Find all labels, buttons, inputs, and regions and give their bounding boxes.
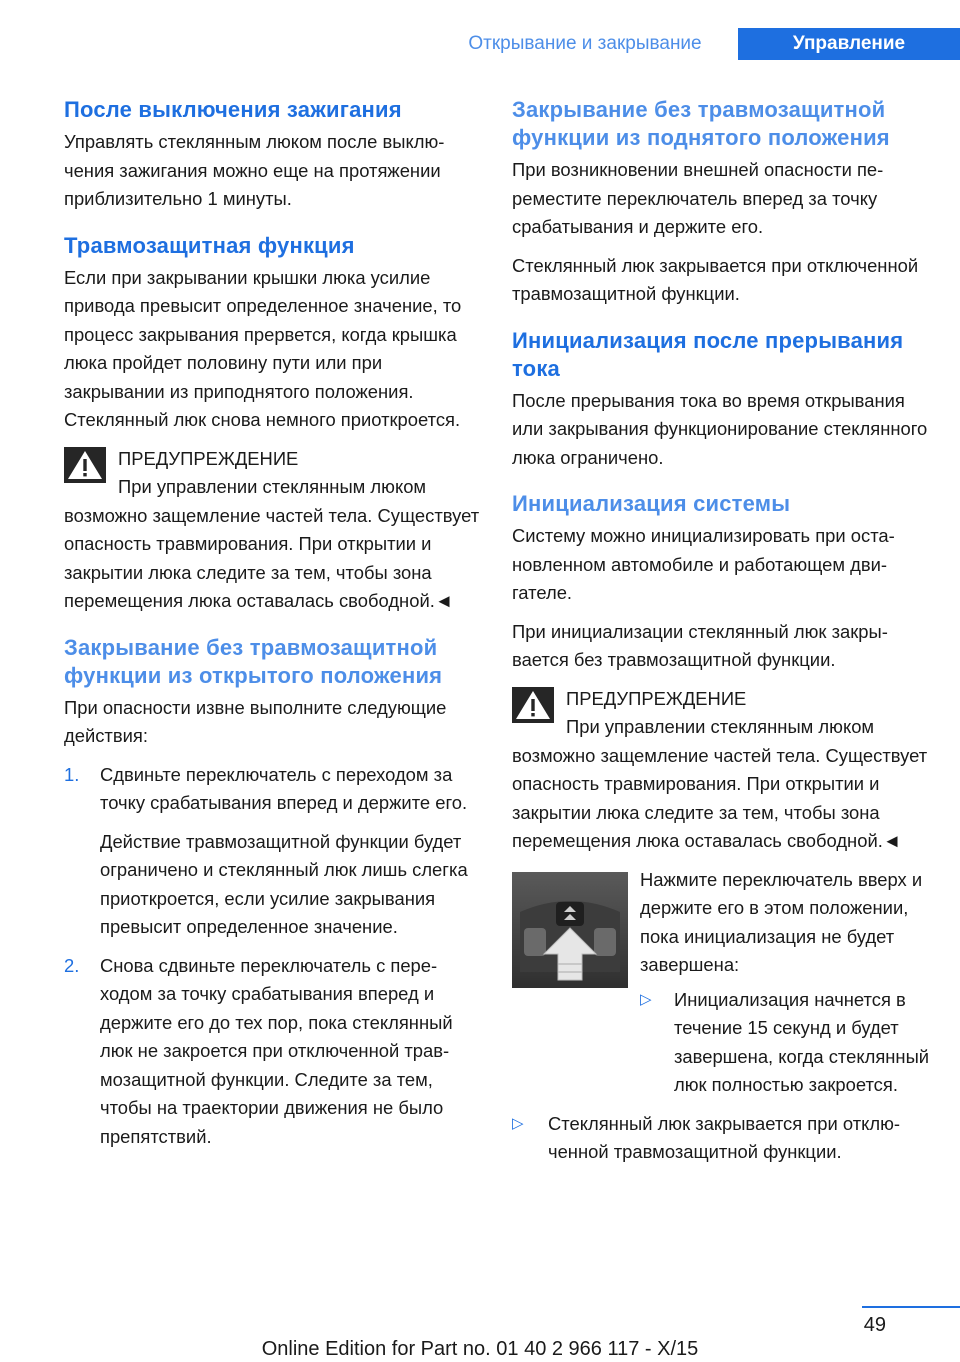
header-chapter-tab: Управление	[738, 28, 960, 60]
numbered-list	[64, 761, 482, 1152]
paragraph: После прерывания тока во время открывания или закрывания функционирование стеклянного люка ограничено.	[512, 389, 928, 468]
list-item	[64, 761, 482, 942]
section-close-from-raised	[512, 96, 932, 309]
photo-caption: Нажмите переключатель вверх и держите его в этом положении, пока инициализация не будет завершена:	[640, 868, 923, 975]
list-item-text: Действие травмозащитной функции будет ограничено и стеклянный люк лишь слегка приоткроется, если усилие закрывания превысит определенное значение.	[100, 830, 468, 937]
left-column	[64, 96, 482, 1169]
warning-block	[64, 445, 482, 616]
list-item	[512, 1110, 932, 1167]
photo-with-caption	[512, 866, 932, 986]
paragraph: При возникновении внешней опасности переместите переключатель вперед за точку срабатывания и держите его.	[512, 159, 884, 237]
footer-rule	[862, 1306, 960, 1308]
paragraph: При инициализации стеклянный люк закрывается без травмозащитной функции.	[512, 620, 888, 670]
list-number: 2.	[64, 954, 80, 976]
section-init-after-power-loss	[512, 327, 932, 473]
paragraph: При опасности извне выполните следующие действия:	[64, 696, 447, 746]
list-item-text: Стеклянный люк закрывается при отключенной травмозащитной функции.	[548, 1112, 901, 1162]
section-title: Инициализация после прерывания тока	[512, 327, 904, 381]
triangle-bullet-icon: ▷	[640, 990, 652, 1008]
warning-triangle-icon	[512, 687, 554, 723]
list-item-text: Инициализация начнется в течение 15 секунд и будет завершена, когда стеклянный люк полностью закроется.	[674, 988, 930, 1095]
roof-switch-photo	[512, 872, 628, 988]
page-number: 49	[863, 1314, 886, 1336]
paragraph: Управлять стеклянным люком после выключения зажигания можно еще на протяжении приблизительно 1 минуты.	[64, 131, 445, 209]
list-item-text: Снова сдвиньте переключатель с переходом за точку срабатывания вперед и держите его до тех пор, пока стеклянный люк не закроется при отключенной травмозащитной функции. Следите за тем, чтобы на траектории движения не было препятствий.	[100, 954, 453, 1147]
bullet-list	[512, 986, 932, 1167]
warning-body: При управлении стеклянным люком возможно защемление частей тела. Существует опасность травмирования. При открытии и закрытии люка следите за тем, чтобы зона перемещения люка оставалась свободной.◄	[512, 716, 928, 851]
warning-title: ПРЕДУПРЕЖДЕНИЕ	[566, 687, 747, 709]
list-number: 1.	[64, 763, 80, 785]
section-anti-trap	[64, 232, 482, 616]
right-column	[512, 96, 932, 1185]
footer-edition: Online Edition for Part no. 01 40 2 966 117 - X/15	[261, 1338, 699, 1360]
paragraph: Систему можно инициализировать при остановленном автомобиле и работающем двигателе.	[512, 525, 895, 603]
list-item	[640, 986, 932, 1100]
warning-body: При управлении стеклянным люком возможно защемление частей тела. Существует опасность травмирования. При открытии и закрытии люка следите за тем, чтобы зона перемещения люка оставалась свободной.◄	[64, 476, 480, 611]
warning-title: ПРЕДУПРЕЖДЕНИЕ	[118, 447, 299, 469]
section-after-ignition	[64, 96, 482, 214]
paragraph: Стеклянный люк закрывается при отключенной травмозащитной функции.	[512, 254, 919, 304]
section-title: Инициализация системы	[512, 491, 791, 516]
section-title: Закрывание без травмозащитной функции из открытого положения	[64, 634, 443, 688]
section-close-from-open	[64, 634, 482, 1152]
section-title: Закрывание без травмозащитной функции из поднятого положения	[512, 97, 890, 150]
warning-triangle-icon	[64, 447, 106, 483]
section-title: Травмозащитная функция	[64, 232, 355, 258]
list-item-text: Сдвиньте переключатель с переходом за точку срабатывания вперед и держите его.	[100, 763, 468, 813]
triangle-bullet-icon: ▷	[512, 1114, 524, 1132]
section-system-init	[512, 490, 932, 1167]
header-section-title: Открывание и закрывание	[468, 33, 702, 54]
section-title: После выключения зажигания	[64, 97, 402, 122]
paragraph: Если при закрывании крышки люка усилие привода превысит определенное значение, то процесс закрывания прервется, когда крышка люка пройдет половину пути или при закрывании из приподнятого положения. Стеклянный люк снова немного приоткроется.	[64, 266, 462, 430]
list-item	[64, 952, 482, 1152]
warning-block	[512, 685, 932, 856]
